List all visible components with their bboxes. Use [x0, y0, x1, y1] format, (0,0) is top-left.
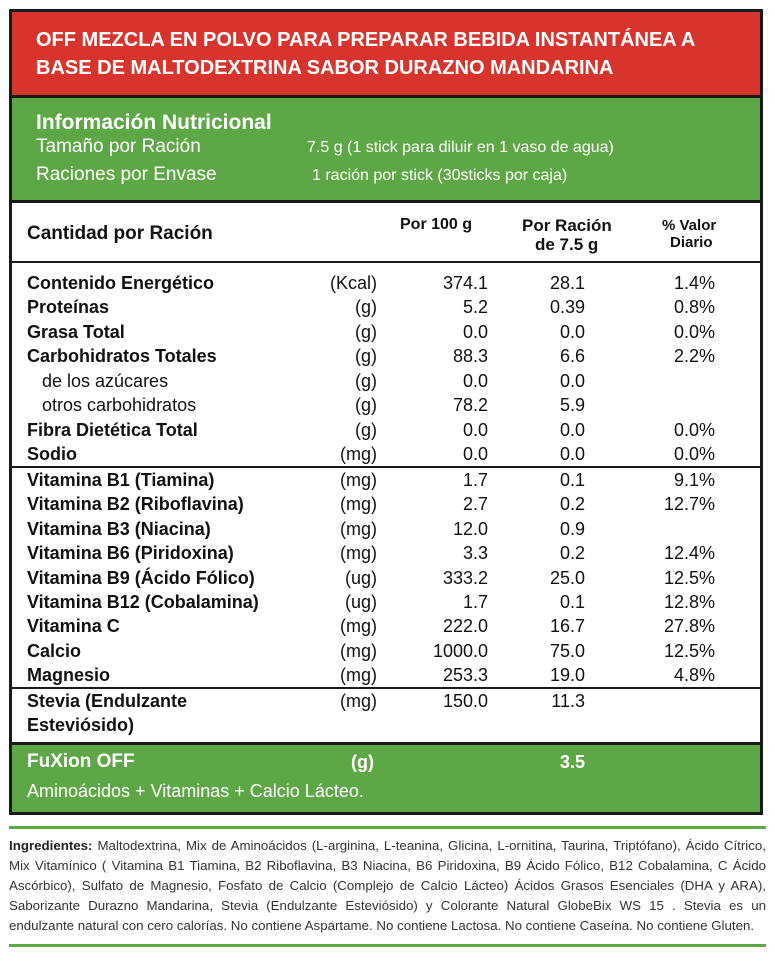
nutrient-per100: 0.0 — [462, 322, 488, 342]
table-row — [12, 442, 760, 466]
nutrient-per-serving: 25.0 — [549, 568, 585, 588]
nutrient-per100: 3.3 — [462, 543, 488, 563]
nutrient-per-serving: 0.1 — [559, 470, 585, 490]
serving-size-value: 7.5 g (1 stick para diluir en 1 vaso de agua) — [307, 139, 614, 156]
table-row — [12, 492, 760, 516]
col-per-serving-header-2: de 7.5 g — [535, 235, 599, 254]
nutrient-name: Vitamina B12 (Cobalamina) — [27, 592, 259, 612]
nutrient-per-serving: 0.39 — [549, 297, 585, 317]
nutrient-unit: (g) — [355, 420, 377, 440]
nutrient-per100: 12.0 — [452, 519, 488, 539]
nutrient-per-serving: 28.1 — [549, 273, 585, 293]
table-row — [12, 393, 760, 417]
col-quantity-header: Cantidad por Ración — [27, 223, 213, 244]
nutrient-per-serving: 0.9 — [559, 519, 585, 539]
nutrient-name: Magnesio — [27, 665, 111, 685]
nutrient-name: Grasa Total — [27, 322, 125, 342]
nutrient-rows — [12, 263, 760, 742]
table-row — [12, 590, 760, 614]
col-dv-header-2: Diario — [670, 234, 713, 251]
nutrient-unit: (mg) — [340, 543, 377, 563]
fuxion-note: Aminoácidos + Vitaminas + Calcio Lácteo. — [27, 781, 364, 801]
nutrient-per-serving: 0.0 — [559, 420, 585, 440]
nutrient-per100: 150.0 — [442, 691, 488, 711]
table-row — [12, 614, 760, 638]
nutrient-per100: 1.7 — [462, 470, 488, 490]
table-row — [12, 320, 760, 344]
table-row — [12, 344, 760, 368]
nutrient-dv: 4.8% — [673, 665, 715, 685]
nutrient-per-serving: 0.1 — [559, 592, 585, 612]
nutrient-dv: 12.5% — [663, 641, 715, 661]
nutrient-per-serving: 0.0 — [559, 444, 585, 464]
nutrient-per100: 0.0 — [462, 420, 488, 440]
nutrient-per-serving: 11.3 — [551, 691, 585, 711]
table-row — [12, 468, 760, 492]
nutrition-info-heading: Información Nutricional — [36, 111, 272, 134]
table-row — [12, 517, 760, 541]
fuxion-unit: (g) — [351, 752, 374, 772]
nutrient-unit: (mg) — [340, 616, 377, 636]
nutrient-unit: (mg) — [340, 641, 377, 661]
nutrient-per-serving: 19.0 — [549, 665, 585, 685]
nutrient-per100: 222.0 — [442, 616, 488, 636]
nutrient-dv: 9.1% — [673, 470, 715, 490]
nutrient-per100: 78.2 — [452, 395, 488, 415]
table-row — [12, 295, 760, 319]
nutrient-per-serving: 0.0 — [559, 371, 585, 391]
fuxion-per-serving: 3.5 — [560, 752, 586, 772]
nutrient-unit: (mg) — [340, 444, 377, 464]
nutrient-unit: (mg) — [340, 470, 377, 490]
table-row — [12, 418, 760, 442]
title-line-1: OFF MEZCLA EN POLVO PARA PREPARAR BEBIDA INSTANTÁNEA A — [36, 29, 696, 51]
nutrient-name: Proteínas — [27, 297, 110, 317]
nutrient-per100: 2.7 — [462, 494, 488, 514]
table-row — [12, 369, 760, 393]
nutrient-unit: (mg) — [340, 519, 377, 539]
nutrient-unit: (mg) — [340, 665, 377, 685]
col-per100-header: Por 100 g — [400, 216, 473, 233]
nutrient-unit: (g) — [355, 371, 377, 391]
nutrient-name: Stevia (Endulzante — [27, 691, 188, 711]
nutrient-name: Vitamina B1 (Tiamina) — [27, 470, 215, 490]
nutrient-per100: 1.7 — [462, 592, 488, 612]
nutrient-per100: 0.0 — [462, 371, 488, 391]
nutrient-name: Fibra Dietética Total — [27, 420, 198, 440]
col-dv-header-1: % Valor — [662, 217, 717, 234]
nutrient-per-serving: 5.9 — [559, 395, 585, 415]
col-per-serving-header-1: Por Ración — [522, 216, 612, 235]
nutrient-dv: 12.8% — [663, 592, 715, 612]
nutrient-unit: (g) — [355, 297, 377, 317]
nutrient-name: Vitamina B6 (Piridoxina) — [27, 543, 234, 563]
table-row — [12, 566, 760, 590]
nutrient-per-serving: 0.0 — [559, 322, 585, 342]
nutrient-unit: (mg) — [340, 691, 377, 711]
nutrient-per100: 333.2 — [442, 568, 488, 588]
nutrient-per-serving: 75.0 — [549, 641, 585, 661]
nutrient-name: otros carbohidratos — [42, 395, 197, 415]
table-row — [12, 541, 760, 565]
ingredients-label: Ingredientes: — [9, 838, 93, 853]
nutrient-per-serving: 0.2 — [559, 543, 585, 563]
nutrient-name: Vitamina C — [27, 616, 120, 636]
nutrient-unit: (ug) — [344, 568, 377, 588]
nutrient-per-serving: 6.6 — [559, 346, 585, 366]
nutrient-dv: 1.4% — [673, 273, 715, 293]
nutrient-per100: 253.3 — [442, 665, 488, 685]
nutrient-name: Carbohidratos Totales — [27, 346, 217, 366]
nutrient-name: Calcio — [27, 641, 82, 661]
nutrient-unit: (Kcal) — [329, 273, 377, 293]
table-row-stevia-cont — [12, 713, 760, 737]
nutrition-label — [9, 9, 763, 815]
nutrient-name-cont: Esteviósido) — [27, 715, 135, 735]
nutrient-per100: 5.2 — [462, 297, 488, 317]
nutrient-name: Sodio — [27, 444, 77, 464]
nutrient-unit: (ug) — [344, 592, 377, 612]
table-row — [12, 271, 760, 295]
fuxion-section — [12, 742, 760, 815]
table-row-stevia — [12, 689, 760, 713]
nutrient-unit: (g) — [355, 395, 377, 415]
nutrient-dv: 12.7% — [663, 494, 715, 514]
servings-per-container-value: 1 ración por stick (30sticks por caja) — [312, 167, 568, 184]
servings-per-container-label: Raciones por Envase — [36, 164, 217, 185]
nutrient-name: Vitamina B2 (Riboflavina) — [27, 494, 244, 514]
nutrient-dv: 0.8% — [673, 297, 715, 317]
fuxion-name: FuXion OFF — [27, 751, 135, 772]
nutrient-name: Vitamina B9 (Ácido Fólico) — [27, 568, 255, 588]
column-headers — [12, 203, 760, 263]
nutrient-per-serving: 16.7 — [549, 616, 585, 636]
nutrient-per100: 88.3 — [452, 346, 488, 366]
nutrition-info-header — [12, 98, 760, 203]
nutrient-dv: 12.5% — [663, 568, 715, 588]
nutrient-name: Vitamina B3 (Niacina) — [27, 519, 211, 539]
nutrient-name: Contenido Energético — [27, 273, 215, 293]
nutrient-dv: 2.2% — [673, 346, 715, 366]
nutrient-dv: 0.0% — [673, 420, 715, 440]
nutrient-dv: 12.4% — [663, 543, 715, 563]
nutrient-per-serving: 0.2 — [559, 494, 585, 514]
product-title — [12, 12, 760, 98]
title-line-2: BASE DE MALTODEXTRINA SABOR DURAZNO MANDARINA — [36, 57, 614, 79]
nutrient-dv: 27.8% — [663, 616, 715, 636]
nutrient-per100: 0.0 — [462, 444, 488, 464]
nutrient-unit: (mg) — [340, 494, 377, 514]
nutrient-dv: 0.0% — [673, 444, 715, 464]
ingredients-block — [9, 826, 766, 947]
ingredients-text: Maltodextrina, Mix de Aminoácidos (L-arginina, L-teanina, Glicina, L-ornitina, Taurina, Triptófano), Ácido Cítrico, Mix Vitamínico ( Vitamina B1 Tiamina, B2 Riboflavina, B3 Niacina, B6 Piridoxina, B9 Ácido Fólico, B12 Cobalamina, C Ácido Ascórbico), Sulfato de Magnesio, Fosfato de Calcio (Complejo de Calcio Lácteo) Ácidos Grasos Esenciales (DHA y ARA), Saborizante Durazno Mandarina, Stevia (Endulzante Esteviósido) y Colorante Natural GlobeBix WS 15 . Stevia es un endulzante natural con cero calorías. No contiene Aspartame. No contiene Lactosa. No contiene Caseína. No contiene Gluten. — [9, 838, 766, 933]
nutrient-dv: 0.0% — [673, 322, 715, 342]
nutrient-per100: 374.1 — [442, 273, 488, 293]
nutrient-per100: 1000.0 — [432, 641, 488, 661]
nutrient-unit: (g) — [355, 322, 377, 342]
table-row — [12, 639, 760, 663]
nutrient-unit: (g) — [355, 346, 377, 366]
nutrient-name: de los azúcares — [42, 371, 169, 391]
table-row — [12, 663, 760, 687]
serving-size-label: Tamaño por Ración — [36, 136, 201, 157]
